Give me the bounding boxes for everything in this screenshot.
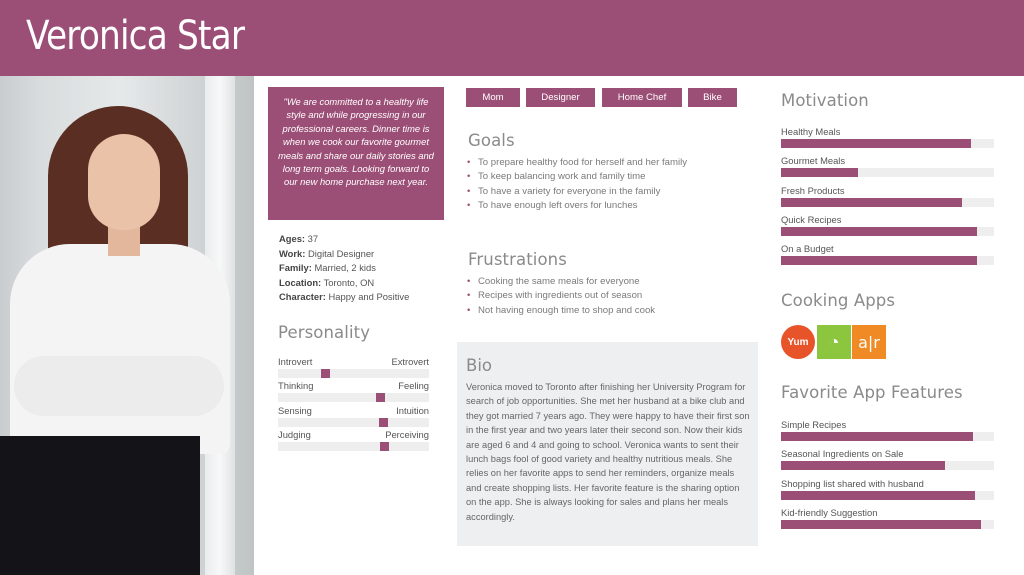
motivation-bar: Gourmet Meals [781,155,994,183]
motivation-title: Motivation [781,91,869,110]
header-banner [0,0,1024,76]
motivation-bar: Quick Recipes [781,214,994,242]
personality-marker [380,442,389,451]
info-row: Character: Happy and Positive [279,291,410,303]
feature-bar: Seasonal Ingredients on Sale [781,448,994,476]
info-row: Location: Toronto, ON [279,276,375,288]
tag-designer: Designer [526,88,595,107]
personality-title: Personality [278,323,371,342]
frustrations-list [466,275,655,318]
features-title: Favorite App Features [781,383,963,402]
list-item: • To have enough left overs for lunches [466,199,687,213]
list-item: • Not having enough time to shop and cook [466,304,655,318]
personality-marker [376,393,385,402]
air-app-icon: a|r [852,325,886,359]
goals-title: Goals [468,131,515,150]
tag-home-chef: Home Chef [602,88,682,107]
motivation-bar: On a Budget [781,243,994,271]
info-row: Ages: 37 [279,233,319,244]
tag-bike: Bike [688,88,737,107]
cooking-apps-title: Cooking Apps [781,291,896,310]
bio-text: Veronica moved to Toronto after finishing her University Program for search of job opportunities. She met her husband at a bike club and they got married 7 years ago. They were happy to have their first son in the first year and two years later their second son. Now their kids are aged 6 and 4 and going to school. Veronica wants to sent their lunch bags fool of good variety and healthy nutritious meals. She relies on her favorite apps to send her reminders, organize meals and create shopping lists. Her favorite feature is the sharing option on the app. She is always looking for sales and plans her meals accordingly. [466,382,750,522]
list-item: • To prepare healthy food for herself and her family [466,156,687,170]
tag-mom: Mom [466,88,520,107]
goals-list [466,156,687,214]
persona-name: Veronica Star [26,13,245,59]
personality-marker [379,418,388,427]
persona-photo [0,76,254,575]
bio-panel [457,342,758,546]
feature-bar: Shopping list shared with husband [781,478,994,506]
info-row: Family: Married, 2 kids [279,262,376,274]
list-item: • To keep balancing work and family time [466,170,687,184]
yummly-app-icon: Yum [781,325,815,359]
motivation-bar: Fresh Products [781,185,994,213]
info-row: Work: Digital Designer [279,247,375,259]
personality-marker [321,369,330,378]
bio-title: Bio [466,356,492,375]
personality-slider: Judging Perceiving [278,429,429,453]
lime-app-icon: ◔ [817,325,851,359]
persona-quote: "We are committed to a healthy life style and while progressing in our professional careers. Dinner time is when we cook our favorite gourmet meals and share our daily stories and long term goals. Looking forward to our new home purchase next year. [268,87,444,220]
list-item: • To have a variety for everyone in the family [466,185,687,199]
frustrations-title: Frustrations [468,250,567,269]
motivation-bar: Healthy Meals [781,126,994,154]
feature-bar: Simple Recipes [781,419,994,447]
persona-info [279,232,449,305]
personality-slider: Thinking Feeling [278,380,429,404]
personality-slider: Introvert Extrovert [278,356,429,380]
list-item: • Cooking the same meals for everyone [466,275,655,289]
list-item: • Recipes with ingredients out of season [466,289,655,303]
feature-bar: Kid-friendly Suggestion [781,507,994,535]
personality-slider: Sensing Intuition [278,405,429,429]
